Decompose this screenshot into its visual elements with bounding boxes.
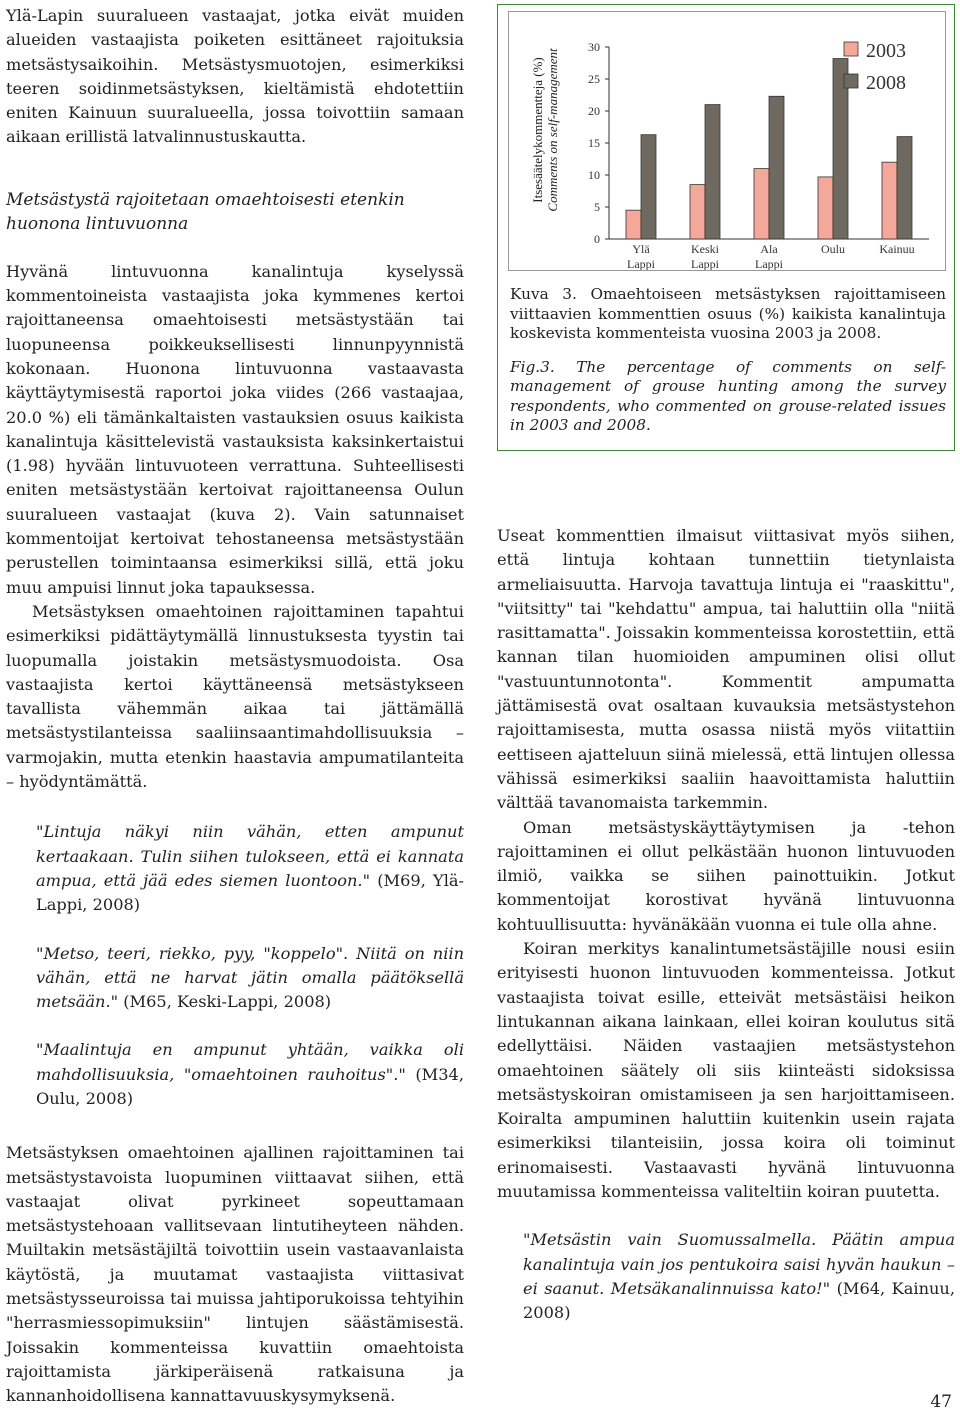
right-column xyxy=(497,524,955,1326)
x-tick-label: Lappi xyxy=(755,257,783,270)
bar-2003 xyxy=(690,185,705,239)
quote-source: (M69, Ylä-Lappi, 2008) xyxy=(36,870,464,915)
body-paragraph-2: Metsästyksen omaehtoinen rajoittaminen tapahtui esimerkiksi pidättäytymällä linnustuksesta tyystin tai luopumalla joistakin metsästysmuodoista. Osa vastaajista kertoi käyttäneensä metsästykseen tavallista vähemmän aikaa tai jättämällä metsästystilanteissa saaliinsaantimahdollisuuksia – varmojakin, mutta etenkin haastavia ampumatilanteita – hyödyntämättä. xyxy=(6,601,464,792)
caption-english: Fig.3. The percentage of comments on self-management of grouse hunting among the survey respondents, who commented on grouse-related issues in 2003 and 2008. xyxy=(510,357,946,434)
y-tick-label: 30 xyxy=(588,40,600,54)
body-paragraph-1: Hyvänä lintuvuonna kanalintuja kyselyssä kommentoineista vastaajista joka kymmenes kertoi rajoittaneensa omaehtoisesti metsästystään tai luopuneensa poikkeuksellisesti linnunpyynnistä kokonaan. Huonona lintuvuonna vastaavasta käyttäytymisestä raportoi joka viides (266 vastaajaa, 20.0 %) eli tämänkaltaisten vastauksien osuus kaikista kanalintuja käsittelevistä vastauksista kaksinkertaistui (1.98) hyvään lintuvuoteen verrattuna. Suhteellisesti eniten metsästystään kertoivat rajoittaneensa Oulun suuralueen vastaajat (kuva 2). Vain satunnaiset kommentoijat kertoivat tehostaneensa metsästystään perustellen toimintaansa esimerkiksi sillä, että joku muu ampuisi linnut joka tapauksessa. xyxy=(6,261,464,597)
quote-text: "Metsästin vain Suomussalmella. Päätin ampua kanalintuja vain jos pentukoira saisi hyvän haukun – ei saanut. Metsäkanalinnuissa kato!" xyxy=(523,1230,955,1298)
quote-source: (M65, Keski-Lappi, 2008) xyxy=(123,992,332,1012)
x-tick-label: Ala xyxy=(760,242,778,256)
legend-label-2003: 2003 xyxy=(866,40,906,62)
y-axis-label: Itsesäätelykommentteja (%) xyxy=(530,57,545,203)
bar-2008 xyxy=(897,137,912,239)
y-tick-label: 0 xyxy=(594,232,600,246)
quote-text: "Metso, teeri, riekko, pyy, "koppelo". Niitä on niin vähän, että ne harvat jätin omalla päätöksellä metsään." xyxy=(36,943,464,1012)
legend-label-2008: 2008 xyxy=(866,72,906,94)
quote-source: (M64, Kainuu, 2008) xyxy=(523,1278,955,1323)
figure-caption xyxy=(510,285,946,436)
legend-swatch-2003 xyxy=(844,42,858,56)
x-tick-label: Lappi xyxy=(627,257,655,270)
y-axis-label-group xyxy=(530,48,560,212)
x-tick-label: Ylä xyxy=(632,242,650,256)
x-tick-label: Keski xyxy=(691,242,719,256)
chart-svg xyxy=(509,12,945,270)
left-column xyxy=(6,4,464,1409)
y-tick-label: 10 xyxy=(588,168,600,182)
bar-2008 xyxy=(769,96,784,239)
page-number: 47 xyxy=(930,1392,952,1412)
bar-2008 xyxy=(641,135,656,239)
y-tick-label: 20 xyxy=(588,104,600,118)
bar-2003 xyxy=(754,169,769,239)
intro-paragraph: Ylä-Lapin suuralueen vastaajat, jotka eivät muiden alueiden vastaajista poiketen esittäneet rajoituksia metsästysaikoihin. Metsästysmuotojen, esimerkiksi teeren soidinmetsästyksen, kieltämistä ehdotettiin eniten Kainuun suuralueella, jossa toivottiin samaan aikaan erillistä latvalinnustuskautta. xyxy=(6,6,464,147)
bar-2003 xyxy=(818,177,833,239)
y-axis-label-english: Comments on self-management xyxy=(545,48,560,212)
right-paragraph-1: Useat kommenttien ilmaisut viittasivat myös siihen, että lintuja kohtaan tunnettiin tietynlaista armeliaisuutta. Harvoja tavattuja lintuja ei "raaskittu", "viitsitty" tai "kehdattu" ampua, tai haluttiin olla "niitä rasittamatta". Joissakin kommenteissa korostettiin, että kannan tilan huomioiden ampuminen olisi ollut "vastuuntunnotonta". Kommentit ampumatta jättämisestä ovat osaltaan kuvauksia metsästystehon rajoittamisesta, mutta osassa niistä myös viitattiin eettiseen ajatteluun siinä mielessä, että lintujen ollessa vähissä esimerkiksi saaliin haavoittamista haluttiin välttää tavanomaista tarkemmin. xyxy=(497,526,955,813)
right-quote xyxy=(523,1228,955,1325)
chart-legend xyxy=(844,40,906,94)
y-tick-label: 25 xyxy=(588,72,600,86)
quote-block-2 xyxy=(36,942,464,1015)
body-paragraph-3: Metsästyksen omaehtoinen ajallinen rajoittaminen tai metsästystavoista luopuminen viittaavat siihen, että vastaajat olivat pyrkineet sopeuttamaan metsästystehoaan vallitsevaan lintutiheyteen nähden. Muiltakin metsästäjiltä toivottiin usein vastaavanlaista käytöstä, ja muutamat vastaajista viittasivat metsästysseuroissa tai muissa jahtiporukoissa tehtyihin "herrasmiessopimuksiin" lintujen säästämisestä. Joissakin kommenteissa kuvattiin omaehtoista rajoittamista järkiperäisenä ratkaisuna ja kannanhoidollisena kannattavuuskysymyksenä. xyxy=(6,1143,464,1406)
quote-text: "Maalintuja en ampunut yhtään, vaikka oli mahdollisuuksia, "omaehtoinen rauhoitus"." xyxy=(36,1040,464,1084)
y-tick-label: 5 xyxy=(594,200,600,214)
bar-2008 xyxy=(705,105,720,239)
x-tick-label: Kainuu xyxy=(879,242,915,256)
x-tick-label: Oulu xyxy=(821,242,845,256)
quote-block-3 xyxy=(36,1038,464,1111)
caption-finnish: Kuva 3. Omaehtoiseen metsästyksen rajoittamiseen viittaavien kommenttien osuus (%) kaikista kanalintuja koskevista kommenteista vuosina 2003 ja 2008. xyxy=(510,285,946,342)
bar-chart xyxy=(508,11,946,271)
right-paragraph-2: Oman metsästyskäyttäytymisen ja -tehon rajoittaminen ei ollut pelkästään huonon lintuvuoden ilmiö, vaikka se siihen painottuikin. Jotkut kommentoijat korostivat hyvänä lintuvuonna kohtuullisuutta: hyvänäkään vuonna ei tule olla ahne. xyxy=(497,817,955,934)
x-tick-label: Lappi xyxy=(691,257,719,270)
bar-2003 xyxy=(626,210,641,239)
quote-block-1 xyxy=(36,820,464,917)
quote-source: (M34, Oulu, 2008) xyxy=(36,1064,464,1108)
legend-swatch-2008 xyxy=(844,74,858,88)
section-subheading: Metsästystä rajoitetaan omaehtoisesti etenkin huonona lintuvuonna xyxy=(6,189,405,234)
bar-2003 xyxy=(882,162,897,239)
figure-box xyxy=(497,4,955,451)
quote-text: "Lintuja näkyi niin vähän, etten ampunut kertaakaan. Tulin siihen tulokseen, että ei kannata ampua, että jää edes siemen luontoon." xyxy=(36,822,464,890)
y-tick-label: 15 xyxy=(588,136,600,150)
right-paragraph-3: Koiran merkitys kanalintumetsästäjille nousi esiin erityisesti huonon lintuvuoden kommenteissa. Jotkut vastaajista toivat esille, etteivät metsästäisi heikon lintukannan aikana lainkaan, ellei koiran koulutus sitä edellyttäisi. Näiden vastaajien metsästystehon omaehtoinen säätely oli siis kiinteästi sidoksissa metsästyskoiran omistamiseen ja sen harjoittamiseen. Koiralta ampuminen haluttiin kuitenkin usein rajata esimerkiksi tilanteisiin, jossa koira oli toiminut erinomaisesti. Vastaavasti hyvänä lintuvuonna muutamissa kommenteissa valiteltiin koiran puutetta. xyxy=(497,939,955,1202)
